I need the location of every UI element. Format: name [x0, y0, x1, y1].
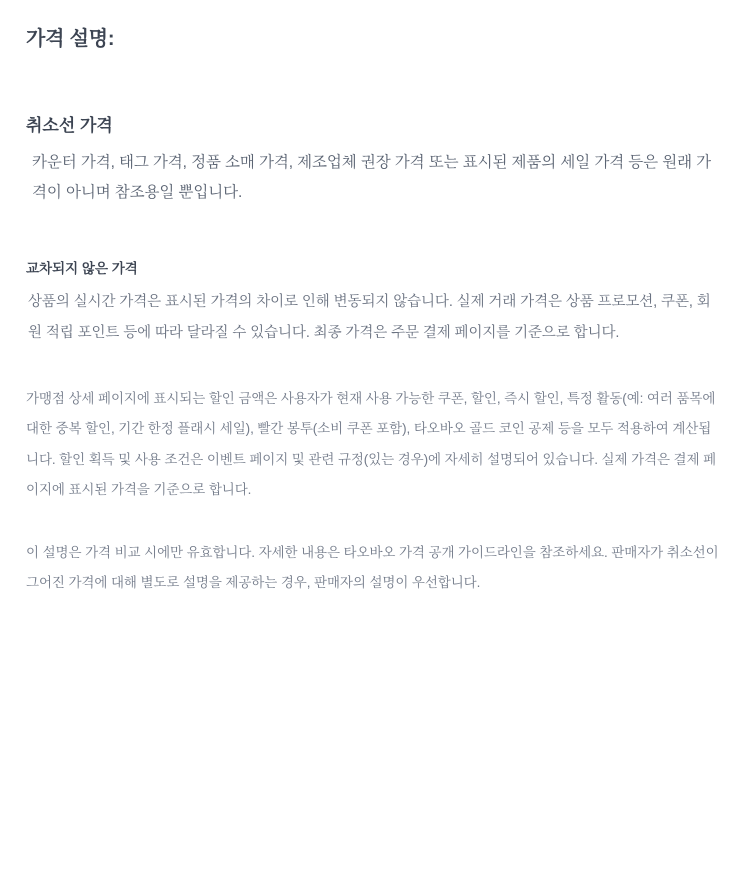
section-non-crossed-price [26, 260, 724, 598]
paragraph-price-comparison-note: 이 설명은 가격 비교 시에만 유효합니다. 자세한 내용은 타오바오 가격 공개 가이드라인을 참조하세요. 판매자가 취소선이 그어진 가격에 대해 별도로 설명을 제공하는 경우, 판매자의 설명이 우선합니다. [26, 544, 719, 590]
section-heading-strikethrough-price: 취소선 가격 [26, 116, 113, 135]
section-strikethrough-price [26, 114, 724, 208]
page-title: 가격 설명: [26, 28, 115, 50]
paragraph-realtime-price: 상품의 실시간 가격은 표시된 가격의 차이로 인해 변동되지 않습니다. 실제 거래 가격은 상품 프로모션, 쿠폰, 회원 적립 포인트 등에 따라 달라질 수 있습니다. 최종 가격은 주문 결제 페이지를 기준으로 합니다. [28, 294, 711, 341]
section-heading-non-crossed-price: 교차되지 않은 가격 [26, 261, 138, 277]
paragraph-strikethrough-price: 카운터 가격, 태그 가격, 정품 소매 가격, 제조업체 권장 가격 또는 표시된 제품의 세일 가격 등은 원래 가격이 아니며 참조용일 뿐입니다. [32, 153, 712, 202]
paragraph-discount-calculation: 가맹점 상세 페이지에 표시되는 할인 금액은 사용자가 현재 사용 가능한 쿠폰, 할인, 즉시 할인, 특정 활동(예: 여러 품목에 대한 중복 할인, 기간 한정 플래시 세일), 빨간 봉투(소비 쿠폰 포함), 타오바오 골드 코인 공제 등을 모두 적용하여 계산됩니다. 할인 획득 및 사용 조건은 이벤트 페이지 및 관련 규정(있는 경우)에 자세히 설명되어 있습니다. 실제 가격은 결제 페이지에 표시된 가격을 기준으로 합니다. [26, 391, 717, 498]
